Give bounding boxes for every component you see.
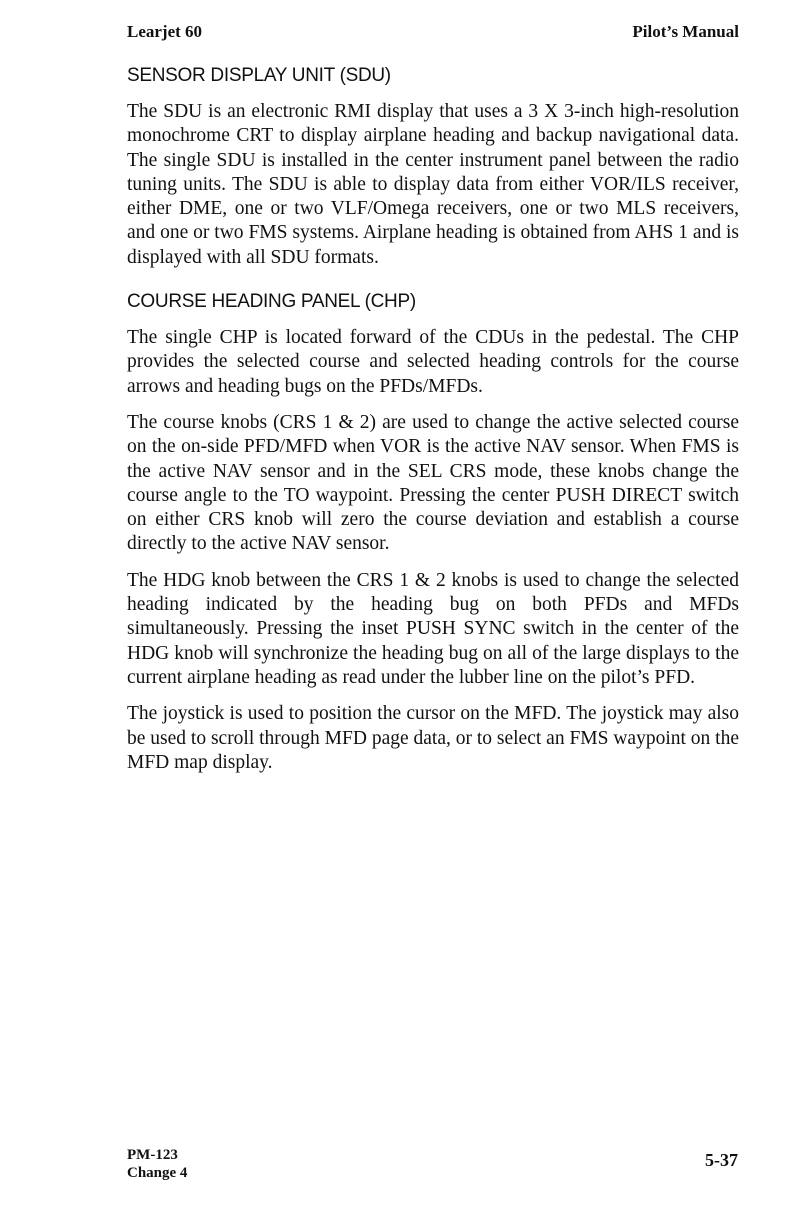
header-aircraft: Learjet 60 [127,22,203,41]
paragraph: The joystick is used to position the cursor on the MFD. The joystick may also be used to scroll through MFD page data, or to select an FMS waypoint on the MFD map display. [127,703,739,773]
page-content [127,62,739,787]
paragraph: The single CHP is located forward of the CDUs in the pedestal. The CHP provides the selected course and selected heading controls for the course arrows and heading bugs on the PFDs/MFDs. [127,327,739,397]
footer-change: Change 4 [127,1165,188,1181]
footer-doc-info [127,1146,187,1182]
footer-doc-number: PM-123 [127,1147,178,1163]
page-number: 5-37 [705,1150,738,1170]
paragraph: The SDU is an electronic RMI display that uses a 3 X 3-inch high-resolution monochrome CRT to display airplane heading and backup navigational data. The single SDU is installed in the center instrument panel between the radio tuning units. The SDU is able to display data from either VOR/ILS receiver, either DME, one or two VLF/Omega receivers, one or two MLS receivers, and one or two FMS systems. Airplane heading is obtained from AHS 1 and is displayed with all SDU formats. [127,101,739,268]
section-title-sdu: SENSOR DISPLAY UNIT (SDU) [127,65,391,86]
header-manual-title: Pilot’s Manual [632,22,739,41]
section-title-chp: COURSE HEADING PANEL (CHP) [127,291,416,313]
paragraph: The course knobs (CRS 1 & 2) are used to change the active selected course on the on-side PFD/MFD when VOR is the active NAV sensor. When FMS is the active NAV sensor and in the SEL CRS mode, these knobs change the course angle to the TO waypoint. Pressing the center PUSH DIRECT switch on either CRS knob will zero the course deviation and establish a course directly to the active NAV sensor. [127,411,739,555]
page-header [127,22,739,42]
paragraph: The HDG knob between the CRS 1 & 2 knobs is used to change the selected heading indicated by the heading bug on both PFDs and MFDs simultaneously. Pressing the inset PUSH SYNC switch in the center of the HDG knob will synchronize the heading bug on all of the large displays to the current airplane heading as read under the lubber line on the pilot’s PFD. [127,569,739,688]
